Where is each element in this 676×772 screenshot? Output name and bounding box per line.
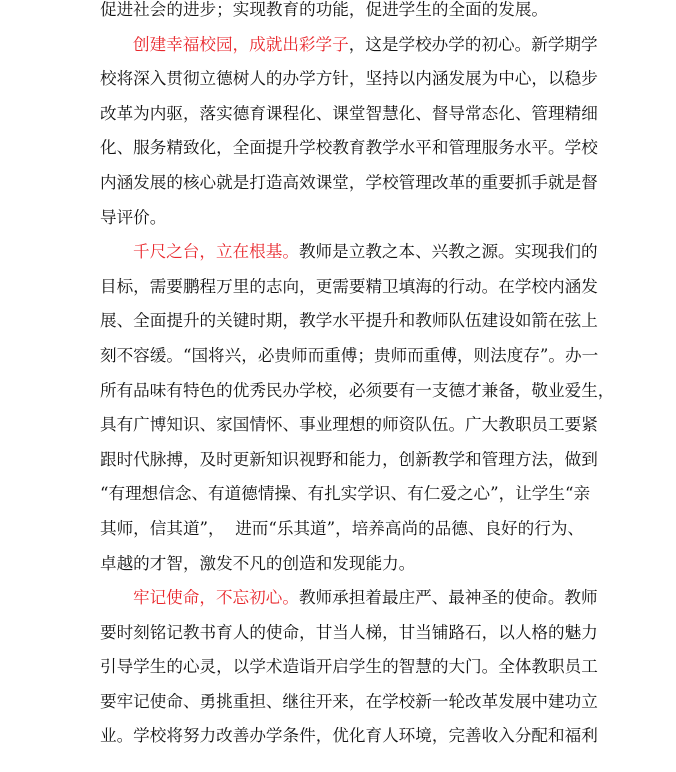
paragraph-happy-campus [100,28,598,236]
document-body [100,0,615,754]
text-line: 具有广博知识、家国情怀、事业理想的师资队伍。广大教职员工要紧 [100,415,598,435]
text-line: 改革为内驱，落实德育课程化、课堂智慧化、督导常态化、管理精细 [100,103,598,123]
text-line: 化、服务精致化，全面提升学校教育教学水平和管理服务水平。学校 [100,138,598,158]
text-line: 千尺之台，立在根基。教师是立教之本、兴教之源。实现我们的 [133,242,598,262]
paragraph-mission [100,581,598,754]
paragraph-foundation [100,235,615,581]
text-line: 要时刻铭记教书育人的使命，甘当人梯，甘当铺路石，以人格的魅力 [100,622,598,642]
text-line: “有理想信念、有道德情操、有扎实学识、有仁爱之心”，让学生“亲 [100,484,591,504]
text-line: 内涵发展的核心就是打造高效课堂，学校管理改革的重要抓手就是督 [100,172,598,192]
text-line: 创建幸福校园，成就出彩学子，这是学校办学的初心。新学期学 [133,34,598,54]
text-line: 展、全面提升的关键时期，教学水平提升和教师队伍建设如箭在弦上 [100,311,598,331]
text-line: 卓越的才智，激发不凡的创造和发现能力。 [100,553,416,573]
text-line: 要牢记使命、勇挑重担、继往开来，在学校新一轮改革发展中建功立 [100,691,598,711]
highlight-phrase: 创建幸福校园，成就出彩学子 [133,34,349,54]
text-line: 牢记使命，不忘初心。教师承担着最庄严、最神圣的使命。教师 [133,588,598,608]
text-line: 业。学校将努力改善办学条件，优化育人环境，完善收入分配和福利 [100,726,598,746]
text-line: 导评价。 [100,207,167,227]
text-line: 目标，需要鹏程万里的志向，更需要精卫填海的行动。在学校内涵发 [100,276,598,296]
paragraph-intro-tail [100,0,576,28]
text-line: 跟时代脉搏，及时更新知识视野和能力，创新教学和管理方法，做到 [100,449,598,469]
text-line: 其师，信其道”， 进而“乐其道”，培养高尚的品德、良好的行为、 [100,518,585,538]
text-line: 引导学生的心灵，以学术造诣开启学生的智慧的大门。全体教职员工 [100,657,598,677]
highlight-phrase: 牢记使命，不忘初心。 [133,588,299,608]
text-line: 所有品味有特色的优秀民办学校，必须要有一支德才兼备，敬业爱生， [100,380,615,400]
text-line: 促进社会的进步；实现教育的功能，促进学生的全面的发展。 [100,0,549,19]
text-line: 刻不容缓。“国将兴，必贵师而重傅；贵师而重傅，则法度存”。办一 [100,345,599,365]
highlight-phrase: 千尺之台，立在根基。 [133,242,299,262]
text-line: 校将深入贯彻立德树人的办学方针，坚持以内涵发展为中心，以稳步 [100,69,598,89]
